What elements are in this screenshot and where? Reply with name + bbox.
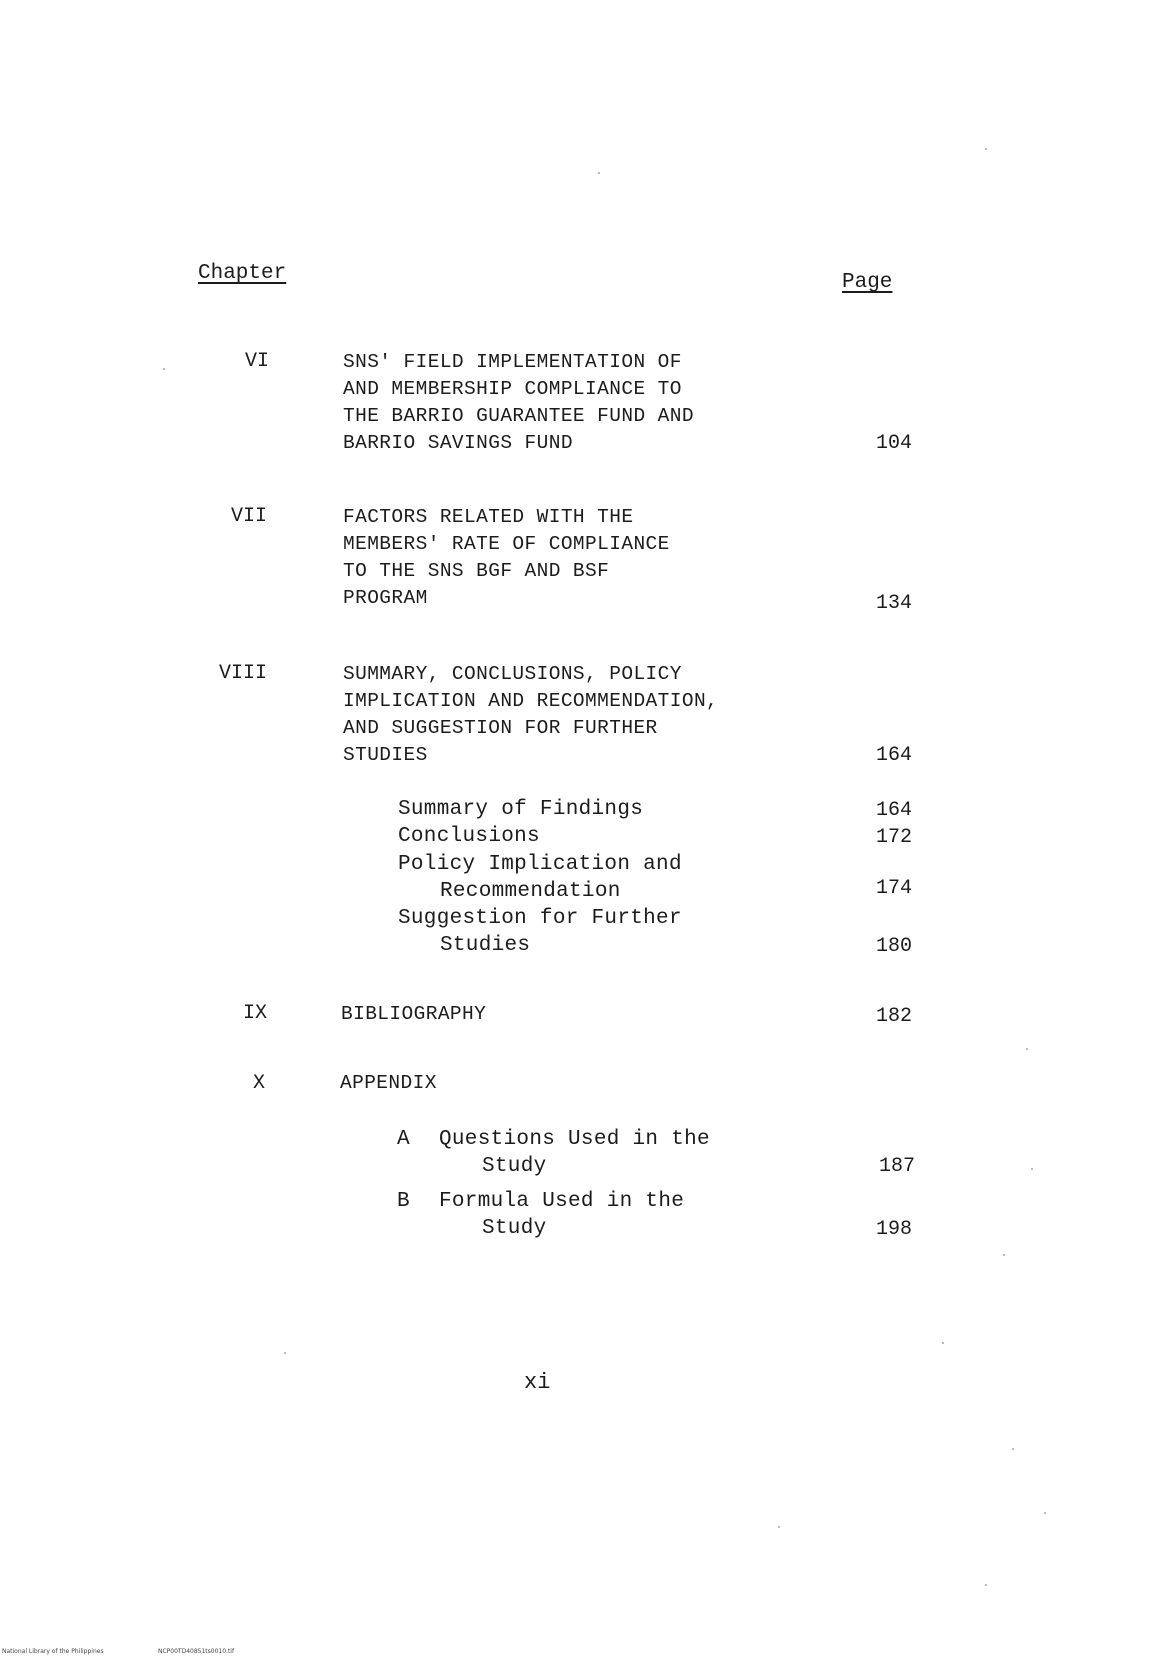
appendix-letter: B xyxy=(397,1190,410,1213)
chapter-page-number: 104 xyxy=(875,432,912,455)
page-column-header: Page xyxy=(842,271,893,294)
chapter-title-line: SNS' FIELD IMPLEMENTATION OF xyxy=(343,351,682,373)
scan-speck xyxy=(1003,1254,1005,1256)
chapter-number: X xyxy=(252,1072,265,1095)
appendix-page-number: 198 xyxy=(875,1218,912,1241)
chapter-number: VII xyxy=(230,505,267,528)
chapter-title-line: BIBLIOGRAPHY xyxy=(341,1003,487,1025)
chapter-title-line: AND SUGGESTION FOR FURTHER xyxy=(343,717,658,739)
scan-speck xyxy=(284,1352,286,1354)
chapter-title-line: AND MEMBERSHIP COMPLIANCE TO xyxy=(343,378,682,400)
section-page-number: 174 xyxy=(875,877,912,900)
section-title: Summary of Findings xyxy=(398,798,644,821)
chapter-title-line: IMPLICATION AND RECOMMENDATION, xyxy=(343,690,719,712)
chapter-page-number: 134 xyxy=(875,592,912,615)
chapter-number: IX xyxy=(242,1002,267,1025)
chapter-number: VIII xyxy=(218,662,267,685)
appendix-title: Questions Used in the xyxy=(439,1128,710,1151)
appendix-title-continuation: Study xyxy=(482,1155,547,1178)
section-title: Policy Implication and xyxy=(398,853,682,876)
scan-speck xyxy=(1031,1168,1033,1170)
scan-speck xyxy=(985,1584,987,1586)
chapter-page-number: 182 xyxy=(875,1005,912,1028)
chapter-title-line: STUDIES xyxy=(343,744,428,766)
chapter-column-header: Chapter xyxy=(198,262,287,285)
scan-footer-file: NCP00TD40851ts0010.tif xyxy=(158,1648,235,1655)
scan-speck xyxy=(985,148,987,150)
chapter-page-number: 164 xyxy=(875,744,912,767)
chapter-title-line: THE BARRIO GUARANTEE FUND AND xyxy=(343,405,694,427)
section-page-number: 164 xyxy=(875,799,912,822)
appendix-page-number: 187 xyxy=(878,1155,915,1178)
scan-speck xyxy=(1044,1512,1046,1514)
section-title-continuation: Recommendation xyxy=(440,880,621,903)
page-folio: xi xyxy=(524,1370,551,1395)
scan-speck xyxy=(778,1526,780,1528)
chapter-number: VI xyxy=(244,350,269,373)
chapter-title-line: APPENDIX xyxy=(340,1072,437,1094)
section-title: Suggestion for Further xyxy=(398,907,682,930)
chapter-title-line: MEMBERS' RATE OF COMPLIANCE xyxy=(343,533,670,555)
section-title: Conclusions xyxy=(398,825,540,848)
chapter-title-line: PROGRAM xyxy=(343,587,428,609)
appendix-title-continuation: Study xyxy=(482,1217,547,1240)
section-page-number: 180 xyxy=(875,935,912,958)
scan-speck xyxy=(598,172,600,174)
chapter-title-line: TO THE SNS BGF AND BSF xyxy=(343,560,610,582)
scan-speck xyxy=(163,368,165,370)
section-page-number: 172 xyxy=(875,826,912,849)
appendix-letter: A xyxy=(397,1128,410,1151)
section-title-continuation: Studies xyxy=(440,934,531,957)
chapter-title-line: FACTORS RELATED WITH THE xyxy=(343,506,634,528)
chapter-title-line: SUMMARY, CONCLUSIONS, POLICY xyxy=(343,663,682,685)
scan-speck xyxy=(942,1342,944,1344)
scan-speck xyxy=(1026,1048,1028,1050)
scan-speck xyxy=(1012,1448,1014,1450)
chapter-title-line: BARRIO SAVINGS FUND xyxy=(343,432,573,454)
scan-footer-library: National Library of the Philippines xyxy=(2,1648,104,1655)
appendix-title: Formula Used in the xyxy=(439,1190,685,1213)
